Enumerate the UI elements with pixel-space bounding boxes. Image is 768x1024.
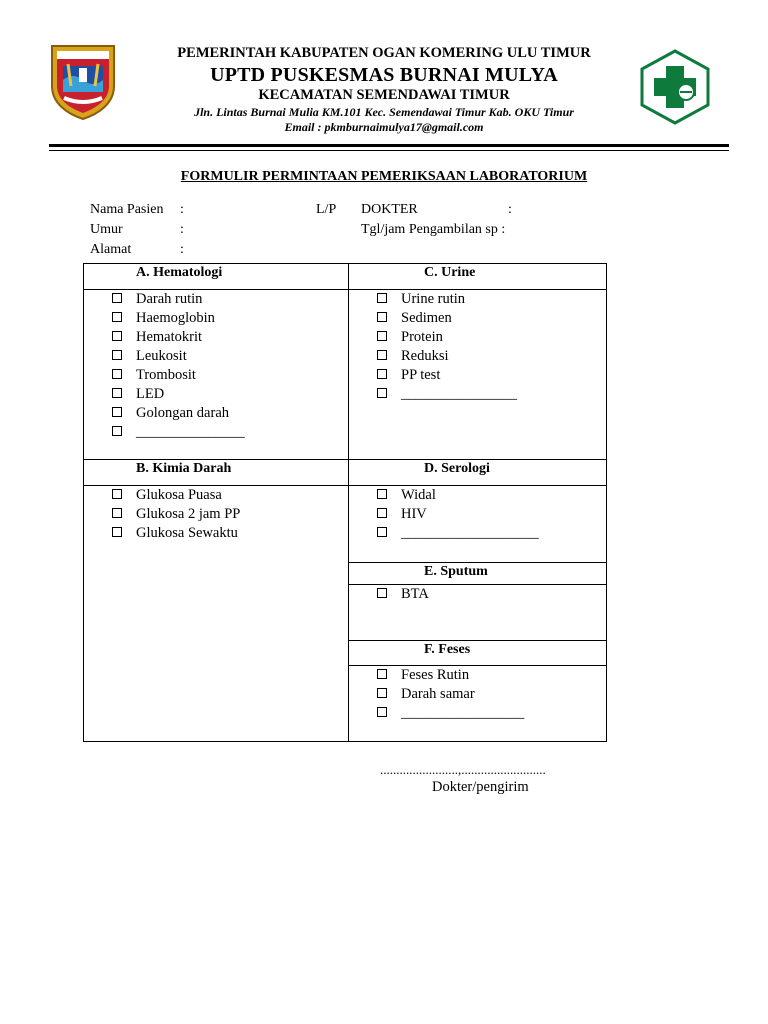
header-email: Email : pkmburnaimulya17@gmail.com: [284, 120, 484, 134]
item-label: Glukosa Sewaktu: [136, 525, 238, 541]
item-blank[interactable]: _________________: [401, 705, 525, 721]
table-column-divider: [348, 263, 349, 742]
checkbox-item[interactable]: [112, 347, 187, 366]
checkbox-item[interactable]: [112, 404, 229, 423]
checkbox-item[interactable]: [112, 328, 202, 347]
checkbox-icon[interactable]: [112, 350, 122, 360]
section-sputum-title: E. Sputum: [424, 564, 488, 579]
checkbox-icon[interactable]: [377, 489, 387, 499]
item-label: PP test: [401, 367, 441, 383]
checkbox-icon[interactable]: [112, 407, 122, 417]
header-government: PEMERINTAH KABUPATEN OGAN KOMERING ULU TIMUR: [177, 45, 591, 61]
row-divider: [348, 640, 607, 641]
item-label: Golongan darah: [136, 405, 230, 421]
item-label: Widal: [401, 487, 436, 503]
checkbox-icon[interactable]: [377, 527, 387, 537]
item-label: Protein: [401, 329, 443, 345]
checkbox-icon[interactable]: [377, 312, 387, 322]
checkbox-item[interactable]: [112, 486, 222, 505]
header-district: KECAMATAN SEMENDAWAI TIMUR: [258, 87, 510, 103]
section-serologi-title: D. Serologi: [424, 461, 490, 476]
checkbox-item[interactable]: [377, 309, 452, 328]
age-colon: :: [180, 222, 184, 237]
checkbox-icon[interactable]: [112, 527, 122, 537]
checkbox-item[interactable]: [112, 366, 196, 385]
item-label: Glukosa 2 jam PP: [136, 506, 241, 522]
checkbox-item[interactable]: [377, 585, 429, 604]
checkbox-icon[interactable]: [377, 293, 387, 303]
checkbox-item[interactable]: [377, 347, 449, 366]
checkbox-item[interactable]: [112, 385, 164, 404]
signature-label: Dokter/pengirim: [432, 779, 529, 795]
checkbox-icon[interactable]: [377, 388, 387, 398]
address-label: Alamat: [90, 242, 132, 257]
checkbox-icon[interactable]: [377, 369, 387, 379]
checkbox-icon[interactable]: [112, 293, 122, 303]
item-label: Leukosit: [136, 348, 187, 364]
row-divider: [83, 459, 607, 460]
item-label: Darah samar: [401, 686, 475, 702]
item-label: Urine rutin: [401, 291, 466, 307]
checkbox-icon[interactable]: [377, 350, 387, 360]
row-divider: [348, 562, 607, 563]
checkbox-icon[interactable]: [112, 489, 122, 499]
patient-name-colon: :: [180, 202, 184, 217]
checkbox-icon[interactable]: [112, 331, 122, 341]
checkbox-icon[interactable]: [112, 388, 122, 398]
sample-time-label: Tgl/jam Pengambilan sp :: [361, 222, 506, 237]
item-label: Glukosa Puasa: [136, 487, 222, 503]
gender-label: L/P: [316, 202, 337, 217]
checkbox-item[interactable]: [377, 486, 436, 505]
checkbox-icon[interactable]: [112, 508, 122, 518]
item-label: Trombosit: [136, 367, 196, 383]
header-address: Jln. Lintas Burnai Mulia KM.101 Kec. Semendawai Timur Kab. OKU Timur: [194, 105, 574, 119]
item-blank[interactable]: _______________: [136, 424, 245, 440]
doctor-label: DOKTER: [361, 202, 418, 217]
checkbox-icon[interactable]: [377, 508, 387, 518]
signature-line[interactable]: ........................,..........................: [380, 762, 546, 777]
doctor-colon: :: [508, 202, 512, 217]
item-label: BTA: [401, 586, 429, 602]
checkbox-item[interactable]: [112, 309, 215, 328]
item-label: Hematokrit: [136, 329, 203, 345]
header-divider-thick: [49, 144, 729, 147]
checkbox-icon[interactable]: [377, 588, 387, 598]
checkbox-icon[interactable]: [112, 312, 122, 322]
patient-name-label: Nama Pasien: [90, 202, 164, 217]
checkbox-item[interactable]: [112, 524, 238, 543]
checkbox-item[interactable]: [112, 290, 202, 309]
section-hematologi-title: A. Hematologi: [136, 265, 223, 280]
checkbox-item[interactable]: [377, 366, 440, 385]
item-label: Sedimen: [401, 310, 452, 326]
checkbox-item[interactable]: [377, 666, 469, 685]
checkbox-item[interactable]: [377, 328, 443, 347]
checkbox-icon[interactable]: [112, 426, 122, 436]
section-urine-title: C. Urine: [424, 265, 476, 280]
checkbox-item[interactable]: [377, 385, 517, 404]
checkbox-item[interactable]: [377, 524, 539, 543]
checkbox-icon[interactable]: [377, 331, 387, 341]
item-label: LED: [136, 386, 165, 402]
item-label: Darah rutin: [136, 291, 203, 307]
checkbox-item[interactable]: [377, 704, 524, 723]
checkbox-item[interactable]: [112, 423, 245, 442]
checkbox-icon[interactable]: [377, 688, 387, 698]
header-divider-thin: [49, 150, 729, 151]
checkbox-item[interactable]: [377, 685, 475, 704]
header-puskesmas-name: UPTD PUSKESMAS BURNAI MULYA: [210, 64, 558, 86]
checkbox-icon[interactable]: [377, 669, 387, 679]
checkbox-icon[interactable]: [112, 369, 122, 379]
item-label: Feses Rutin: [401, 667, 470, 683]
section-feses-title: F. Feses: [424, 642, 471, 657]
item-label: Haemoglobin: [136, 310, 215, 326]
age-label: Umur: [90, 222, 123, 237]
item-label: HIV: [401, 506, 427, 522]
item-blank[interactable]: ________________: [401, 386, 517, 402]
item-blank[interactable]: ___________________: [401, 525, 539, 541]
section-kimia-title: B. Kimia Darah: [136, 461, 232, 476]
address-colon: :: [180, 242, 184, 257]
checkbox-item[interactable]: [377, 290, 465, 309]
checkbox-item[interactable]: [112, 505, 240, 524]
checkbox-icon[interactable]: [377, 707, 387, 717]
item-label: Reduksi: [401, 348, 449, 364]
checkbox-item[interactable]: [377, 505, 427, 524]
form-title: FORMULIR PERMINTAAN PEMERIKSAAN LABORATORIUM: [180, 169, 588, 184]
